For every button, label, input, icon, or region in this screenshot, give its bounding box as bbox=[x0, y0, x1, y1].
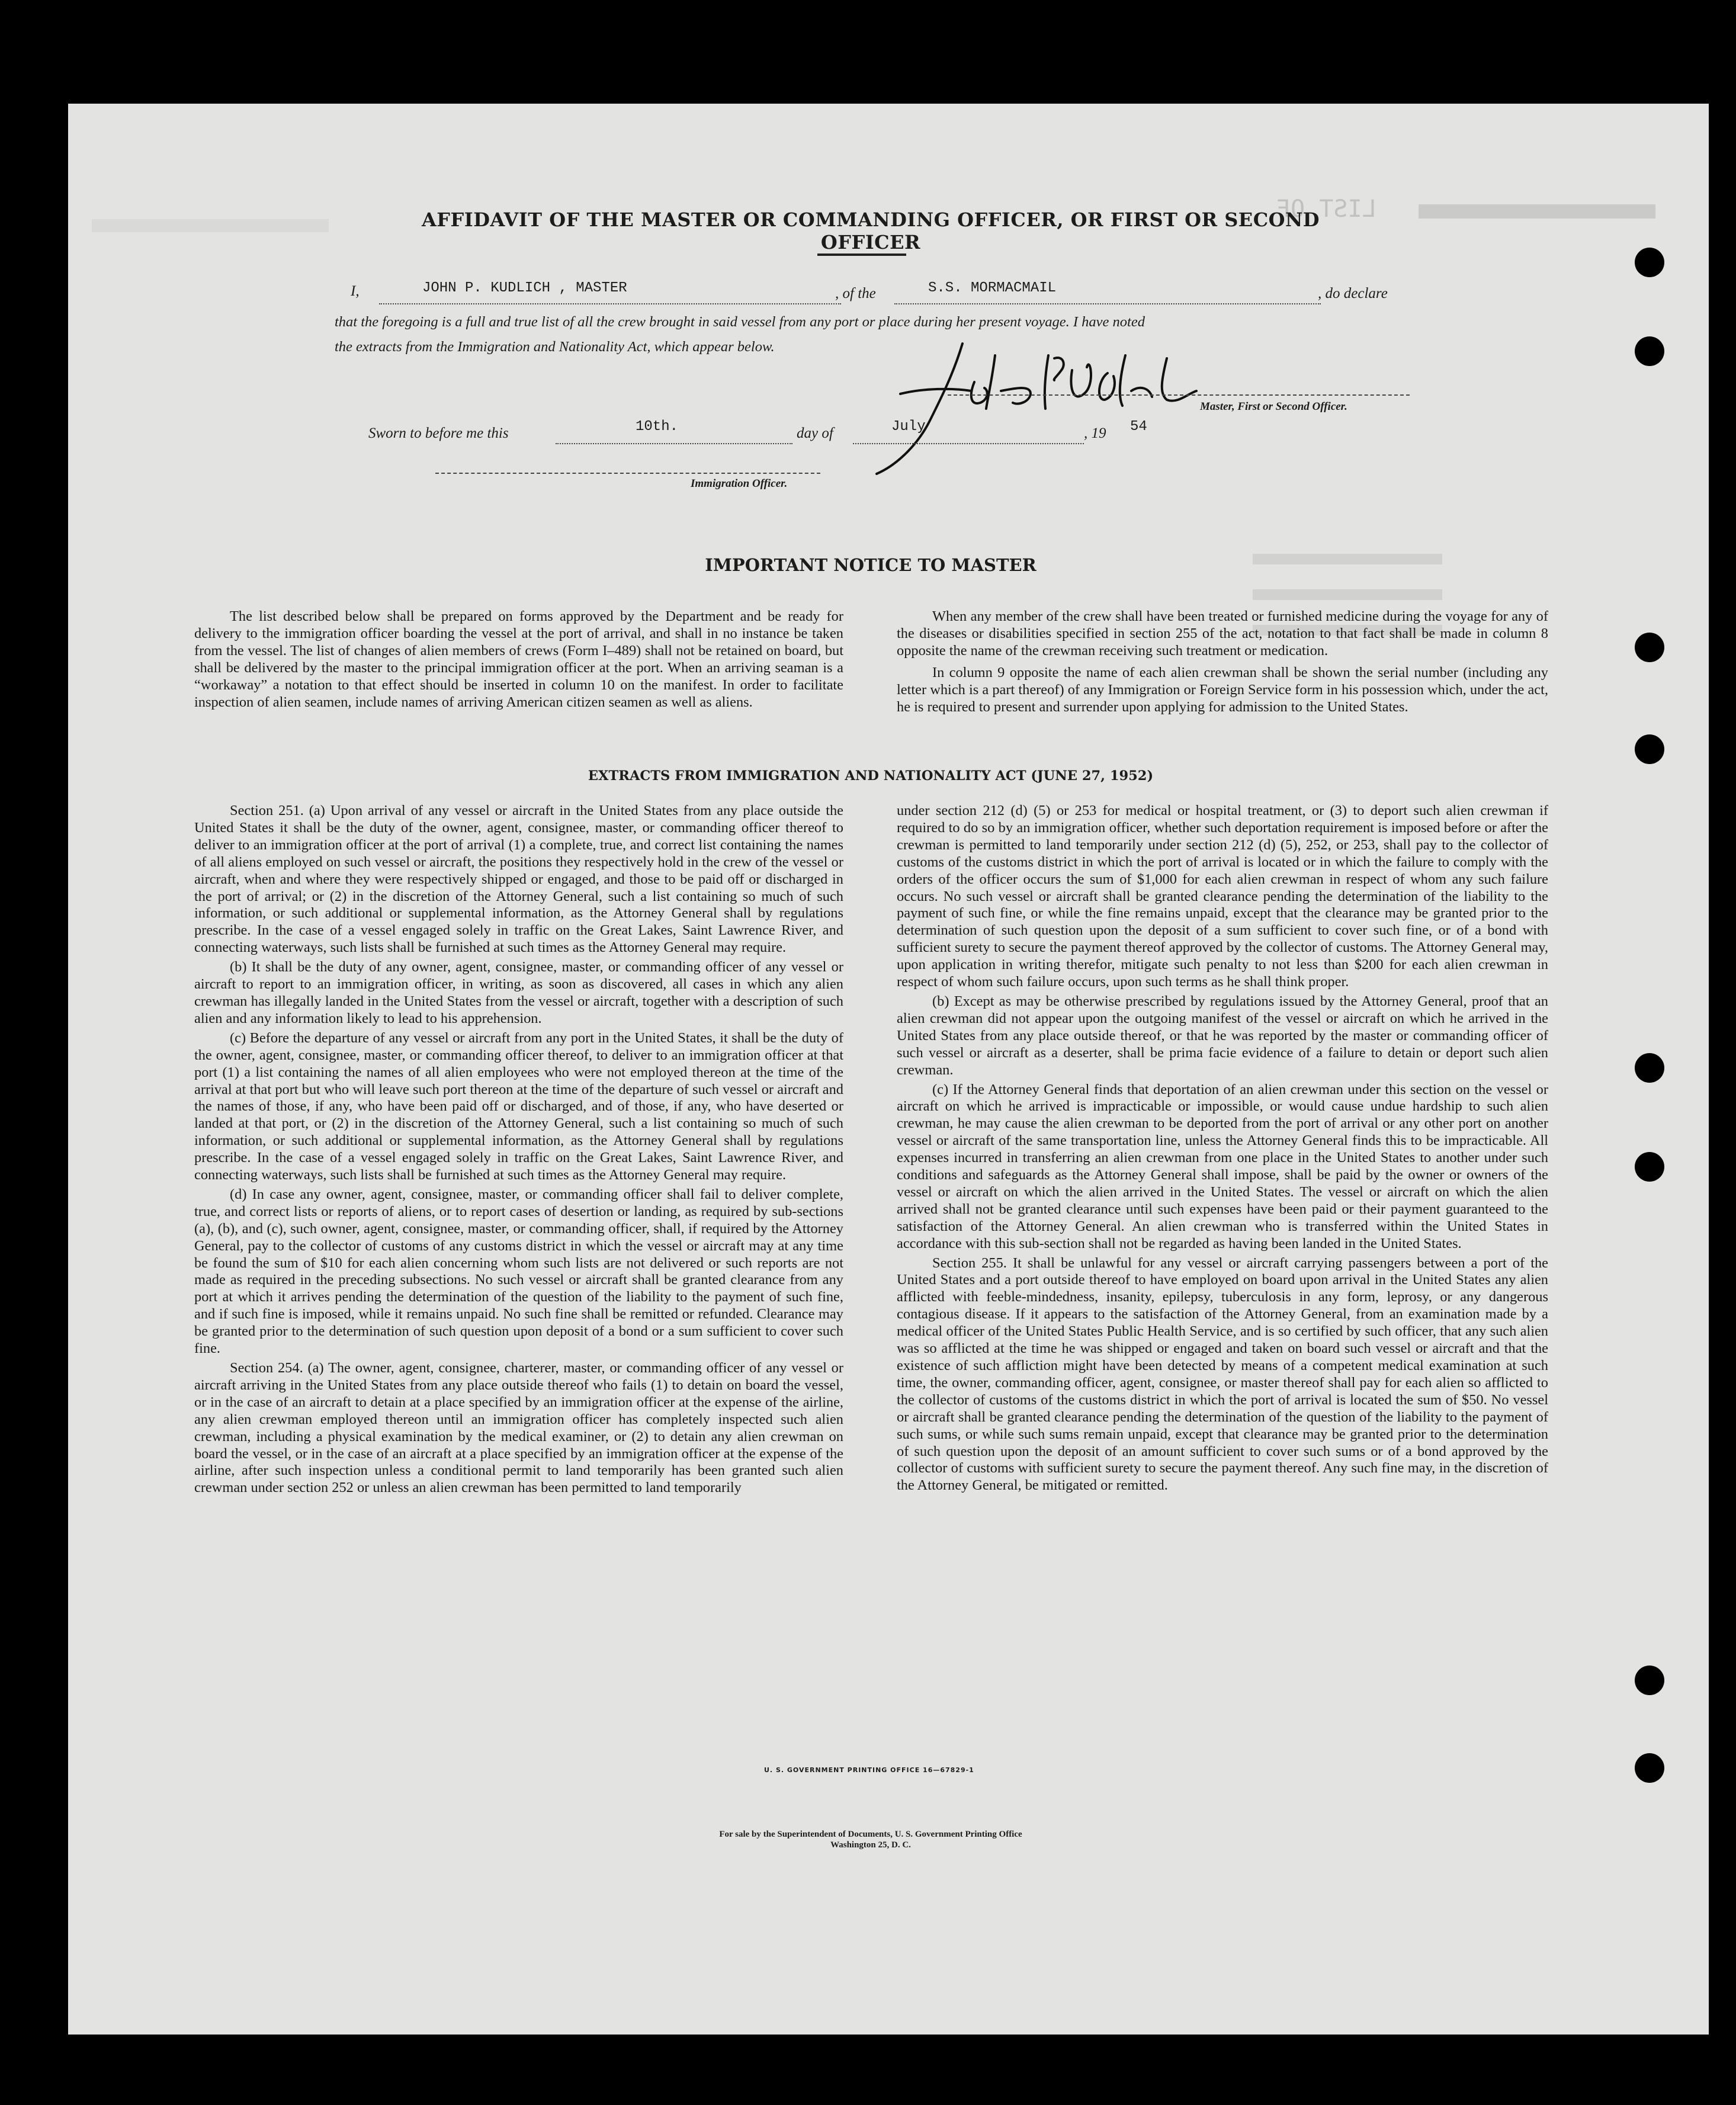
section-251-d: (d) In case any owner, agent, consignee, master, or commanding officer shall fail to deliver complete, true, and correct lists or reports of aliens, or to report cases of desertion or landing, as required by sub-sections (a), (b), and (c), such owner, agent, consignee, master, or commanding officer, shall, if required by the Attorney General, pay to the collector of customs of any customs district in which the vessel or aircraft may at any time be found the sum of $10 for each alien concerning whom such lists are not delivered or such reports are not made as required in the preceding subsections. No such vessel or aircraft shall be granted clearance from any port at which it arrives pending the determination of the question of the liability to the payment of such fine, and if such fine is imposed, while it remains unpaid. No such fine shall be remitted or refunded. Clearance may be granted prior to the determination of such question upon deposit of a bond or a sum sufficient to cover such fine. bbox=[194, 1186, 843, 1357]
immigration-officer-line bbox=[435, 462, 820, 474]
bleed-through-marks bbox=[1253, 554, 1442, 564]
vessel-name-value: S.S. MORMACMAIL bbox=[928, 280, 1057, 296]
day-of-label: day of bbox=[797, 425, 833, 441]
pronoun-label: I, bbox=[351, 283, 360, 299]
extracts-title: EXTRACTS FROM IMMIGRATION AND NATIONALITY ACT (JUNE 27, 1952) bbox=[588, 768, 1154, 784]
section-254-c: (c) If the Attorney General finds that deportation of an alien crewman under this section on the vessel or aircraft on which he arrived is impracticable or impossible, or would cause undue hardship to such alien crewman, he may cause the alien crewman to be deported from the port of arrival or any other port on another vessel or aircraft of the same transportation line, unless the Attorney General finds this to be impracticable. All expenses incurred in transferring an alien crewman from one place in the United States to another under such conditions and safeguards as the Attorney General shall impose, shall be paid by the owner or owners of the vessel or aircraft on which the alien arrived in the United States. The vessel or aircraft on which the alien arrived shall not be granted clearance until such expenses have been paid or their payment guaranteed to the satisfaction of the Attorney General. An alien crewman who is transferred within the United States in accordance with this sub-section shall not be regarded as having been landed in the United States. bbox=[897, 1081, 1548, 1252]
statement-line-2: the extracts from the Immigration and Nationality Act, which appear below. bbox=[335, 339, 775, 355]
punch-hole bbox=[1635, 1666, 1664, 1695]
notice-right-paragraph-2: In column 9 opposite the name of each alien crewman shall be shown the serial number (including any letter which is a part thereof) of any Immigration or Foreign Service form in his possession which, under the act, he is required to present and surrender upon applying for admission to the United States. bbox=[897, 664, 1548, 715]
declaration-line bbox=[351, 283, 360, 300]
year-prefix-label: , 19 bbox=[1084, 425, 1106, 441]
sworn-year-value: 54 bbox=[1130, 419, 1147, 435]
statement-line-1: that the foregoing is a full and true list of all the crew brought in said vessel from any port or place during her present voyage. I have noted bbox=[335, 314, 1145, 330]
signature-caption: Master, First or Second Officer. bbox=[1200, 400, 1347, 413]
sworn-label: Sworn to before me this bbox=[368, 425, 509, 441]
section-251-b: (b) It shall be the duty of any owner, agent, consignee, master, or commanding officer of any vessel or aircraft to report to an immigration officer, in writing, as soon as discovered, all cases in which any alien crewman has illegally landed in the United States from the vessel or aircraft, together with a description of such alien and any information likely to lead to his apprehension. bbox=[194, 959, 843, 1026]
master-name-value: JOHN P. KUDLICH , MASTER bbox=[422, 280, 627, 296]
bleed-through-marks: LIST OF bbox=[1276, 195, 1376, 223]
sworn-day-value: 10th. bbox=[636, 419, 679, 435]
sworn-month-line bbox=[853, 426, 1084, 444]
section-254-a: Section 254. (a) The owner, agent, consignee, charterer, master, or commanding officer of any vessel or aircraft arriving in the United States from any place outside thereof who fails (1) to detain on board the vessel, or in the case of an aircraft to detain at a place specified by an immigration officer at the expense of the airline, any alien crewman employed thereon until an immigration officer has completely inspected such alien crewman, including a physical examination by the medical examiner, or (2) to detain any alien crewman on board the vessel, or in the case of an aircraft at a place specified by an immigration officer at the expense of the airline, after such inspection unless a conditional permit to land temporarily has been granted such alien crewman under section 252 or unless an alien crewman has been permitted to land temporarily bbox=[194, 1360, 843, 1496]
section-251-a: Section 251. (a) Upon arrival of any vessel or aircraft in the United States from any place outside the United States it shall be the duty of the owner, agent, consignee, master, or commanding officer thereof to deliver to an immigration officer at the port of arrival (1) a complete, true, and correct list containing the names of all aliens employed on such vessel or aircraft, the positions they respectively hold in the crew of the vessel or aircraft, when and where they were respectively shipped or engaged, and those to be paid off or discharged in the port of arrival; or (2) in the discretion of the Attorney General, such a list containing so much of such information, or such additional or supplemental information, as the Attorney General shall by regulations prescribe. In the case of a vessel engaged solely in traffic on the Great Lakes, Saint Lawrence River, and connecting waterways, such lists shall be furnished at such times as the Attorney General may require. bbox=[194, 803, 843, 956]
bleed-through-marks bbox=[1419, 204, 1655, 219]
section-254-b: (b) Except as may be otherwise prescribed by regulations issued by the Attorney General, proof that an alien crewman did not appear upon the outgoing manifest of the vessel or aircraft on which he arrived in the United States from any place outside thereof, or that he was reported by the master or commanding officer of such vessel or aircraft as a deserter, shall be prima facie evidence of a failure to detain or deport such alien crewman. bbox=[897, 993, 1548, 1078]
notice-left-column bbox=[194, 608, 843, 713]
section-251-c: (c) Before the departure of any vessel or aircraft from any port in the United States, it shall be the duty of the owner, agent, consignee, master, or commanding officer thereof, to deliver to an immigration officer at that port (1) a list containing the names of all alien employees who were not employed thereon at the time of the arrival at that port but who will leave such port thereon at the time of the departure of such vessel or aircraft and the names of those, if any, who have been paid off or discharged, and of those, if any, who have deserted or landed at that port, or (2) in the discretion of the Attorney General, such a list containing so much of such information, or such additional or supplemental information, as the Attorney General shall by regulations prescribe. In the case of a vessel engaged solely in traffic on the Great Lakes, Saint Lawrence River, and connecting waterways, such lists shall be furnished at such times as the Attorney General may require. bbox=[194, 1029, 843, 1183]
sworn-month-value: July bbox=[891, 419, 926, 435]
title-divider bbox=[817, 254, 906, 256]
sale-line-1: For sale by the Superintendent of Documents, U. S. Government Printing Office bbox=[719, 1830, 1022, 1839]
bleed-through-marks bbox=[1253, 589, 1442, 600]
punch-hole bbox=[1635, 633, 1664, 662]
punch-hole bbox=[1635, 248, 1664, 277]
extracts-left-column bbox=[194, 803, 843, 1499]
printing-office-line: U. S. GOVERNMENT PRINTING OFFICE 16—67829-1 bbox=[764, 1766, 974, 1774]
section-254-a-continued: under section 212 (d) (5) or 253 for medical or hospital treatment, or (3) to deport such alien crewman if required to do so by an immigration officer, whether such deportation requirement is imposed before or after the crewman is permitted to land temporarily under section 212 (d) (5), 252, or 253, shall pay to the collector of customs of the customs district in which the port of arrival is located or in which the failure to comply with the orders of the officer occurs the sum of $1,000 for each alien crewman in respect of whom any such failure occurs. No such vessel or aircraft shall be granted clearance pending the determination of the liability to the payment of such fine, or while the fine remains unpaid, except that the clearance may be granted prior to the determination of such question upon the deposit of a sum sufficient to cover such fine, or of a bond with sufficient surety to secure the payment thereof approved by the collector of customs. The Attorney General may, upon application in writing therefor, mitigate such penalty to not less than $200 for each alien crewman in respect of whom such failure occurs, upon such terms as he shall think proper. bbox=[897, 803, 1548, 990]
sale-notice bbox=[533, 1829, 1208, 1850]
sale-line-2: Washington 25, D. C. bbox=[830, 1840, 911, 1850]
do-declare-label: , do declare bbox=[1318, 285, 1388, 301]
notice-right-paragraph-1: When any member of the crew shall have been treated or furnished medicine during the voyage for any of the diseases or disabilities specified in section 255 of the act, notation to that fact shall be made in column 8 opposite the name of the crewman receiving such treatment or medication. bbox=[897, 608, 1548, 659]
extracts-right-column bbox=[897, 803, 1548, 1497]
punch-hole bbox=[1635, 336, 1664, 366]
section-255: Section 255. It shall be unlawful for any vessel or aircraft carrying passengers between a port of the United States and a port outside thereof to have employed on board upon arrival in the United States any alien afflicted with feeble-mindedness, insanity, epilepsy, tuberculosis in any form, leprosy, or any dangerous contagious disease. If it appears to the satisfaction of the Attorney General, from an examination made by a medical officer of the United States Public Health Service, and is so certified by such officer, that any such alien was so afflicted at the time he was shipped or engaged and taken on board such vessel or aircraft and that the existence of such affliction might have been detected by means of a competent medical examination at such time, the owner, commanding officer, agent, consignee, or master thereof shall pay for each alien so afflicted to the collector of customs of the customs district in which the port of arrival is located the sum of $50. No vessel or aircraft shall be granted clearance pending the determination of the question of the liability to the payment of such sums, or while such sums remain unpaid, except that clearance may be granted prior to the determination of such question upon the deposit of an amount sufficient to cover such sums or of a bond approved by the collector of customs with sufficient surety to secure the payment thereof. Any such fine may, in the discretion of the Attorney General, be mitigated or remitted. bbox=[897, 1254, 1548, 1494]
notice-left-paragraph: The list described below shall be prepared on forms approved by the Department and be ready for delivery to the immigration officer boarding the vessel at the port of arrival, and shall in no instance be taken from the vessel. The list of changes of alien members of crews (Form I–489) shall not be retained on board, but shall be delivered by the master to the principal immigration officer at the port. When an arriving seaman is a “workaway” a notation to that effect should be inserted in column 10 on the manifest. In order to facilitate inspection of alien seamen, include names of arriving American citizen seamen as well as aliens. bbox=[194, 608, 843, 710]
notice-title: IMPORTANT NOTICE TO MASTER bbox=[705, 555, 1037, 575]
notice-right-column bbox=[897, 608, 1548, 718]
affidavit-title: AFFIDAVIT OF THE MASTER OR COMMANDING OFFICER, OR FIRST OR SECOND OFFICER bbox=[421, 208, 1320, 254]
punch-hole bbox=[1635, 1053, 1664, 1083]
punch-hole bbox=[1635, 1753, 1664, 1783]
immigration-officer-caption: Immigration Officer. bbox=[691, 477, 788, 490]
of-the-label: , of the bbox=[835, 285, 876, 301]
bleed-through-marks bbox=[92, 219, 329, 232]
signature-line bbox=[948, 384, 1410, 396]
punch-hole bbox=[1635, 1152, 1664, 1182]
punch-hole bbox=[1635, 734, 1664, 764]
